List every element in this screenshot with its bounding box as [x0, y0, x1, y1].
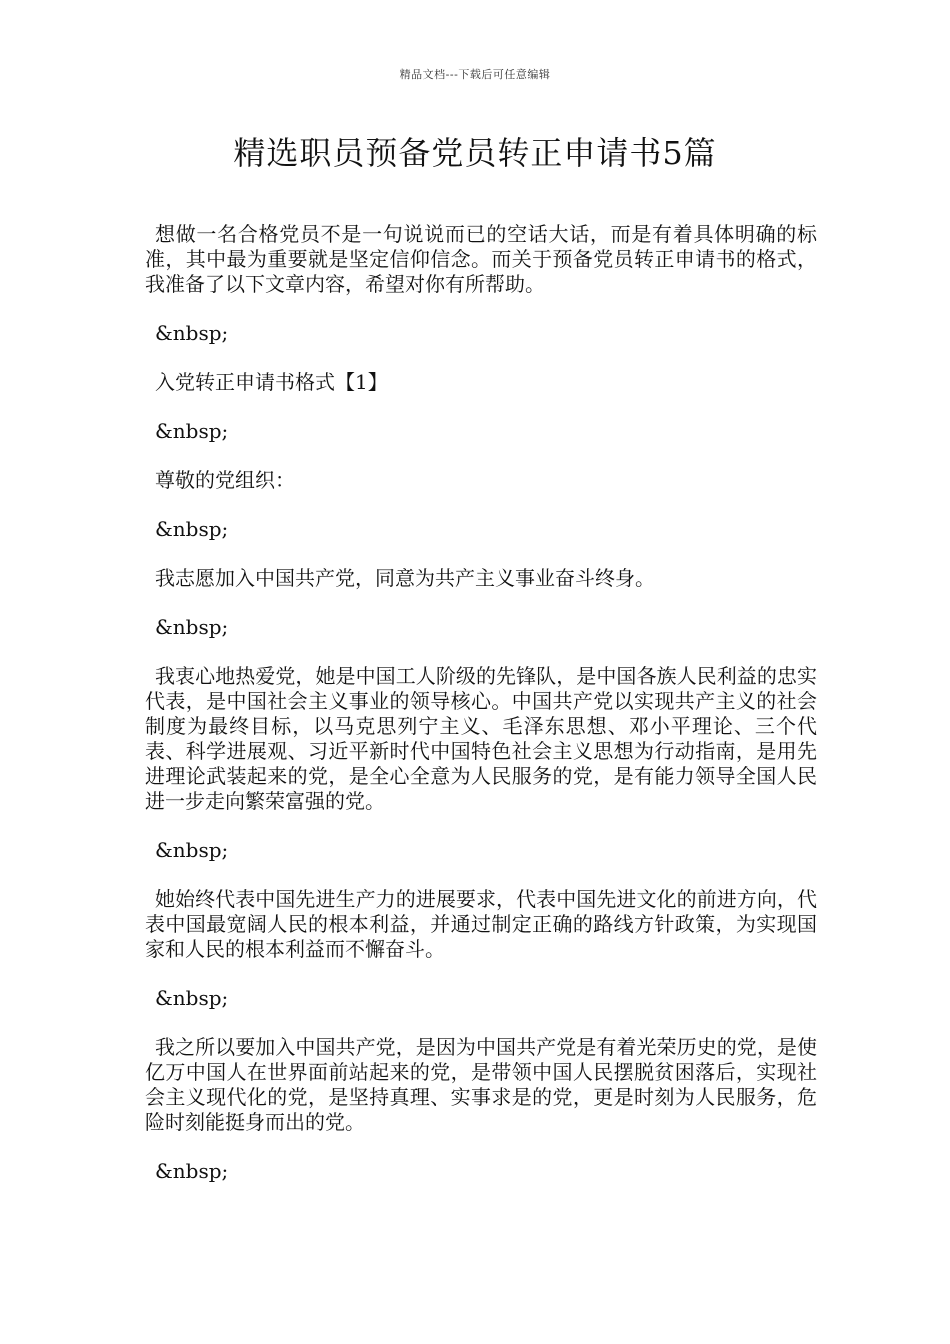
- paragraph-intro: 想做一名合格党员不是一句说说而已的空话大话，而是有着具体明确的标准，其中最为重要就是坚定信仰信念。而关于预备党员转正申请书的格式，我准备了以下文章内容，希望对你有所帮助。: [145, 222, 817, 296]
- document-title: 精选职员预备党员转正申请书5篇: [233, 134, 717, 172]
- paragraph-blank: &nbsp;: [155, 838, 229, 862]
- paragraph-blank: &nbsp;: [155, 986, 229, 1010]
- document-body: [145, 222, 817, 1208]
- paragraph-blank: &nbsp;: [155, 419, 229, 443]
- paragraph-blank: &nbsp;: [155, 615, 229, 639]
- salutation: 尊敬的党组织：: [155, 468, 295, 492]
- paragraph: 她始终代表中国先进生产力的进展要求，代表中国先进文化的前进方向，代表中国最宽阔人民的根本利益，并通过制定正确的路线方针政策，为实现国家和人民的根本利益而不懈奋斗。: [145, 887, 817, 961]
- paragraph: 我志愿加入中国共产党，同意为共产主义事业奋斗终身。: [155, 566, 655, 590]
- paragraph-blank: &nbsp;: [155, 321, 229, 345]
- paragraph-blank: &nbsp;: [155, 517, 229, 541]
- section-heading: 入党转正申请书格式【1】: [155, 370, 388, 394]
- paragraph-blank: &nbsp;: [155, 1159, 229, 1183]
- header-note: 精品文档---下载后可任意编辑: [399, 68, 551, 81]
- paragraph: 我衷心地热爱党，她是中国工人阶级的先锋队，是中国各族人民利益的忠实代表，是中国社会主义事业的领导核心。中国共产党以实现共产主义的社会制度为最终目标，以马克思列宁主义、毛泽东思想、邓小平理论、三个代表、科学进展观、习近平新时代中国特色社会主义思想为行动指南，是用先进理论武装起来的党，是全心全意为人民服务的党，是有能力领导全国人民进一步走向繁荣富强的党。: [145, 664, 817, 813]
- paragraph: 我之所以要加入中国共产党，是因为中国共产党是有着光荣历史的党，是使亿万中国人在世界面前站起来的党，是带领中国人民摆脱贫困落后，实现社会主义现代化的党，是坚持真理、实事求是的党，更是时刻为人民服务，危险时刻能挺身而出的党。: [145, 1035, 817, 1134]
